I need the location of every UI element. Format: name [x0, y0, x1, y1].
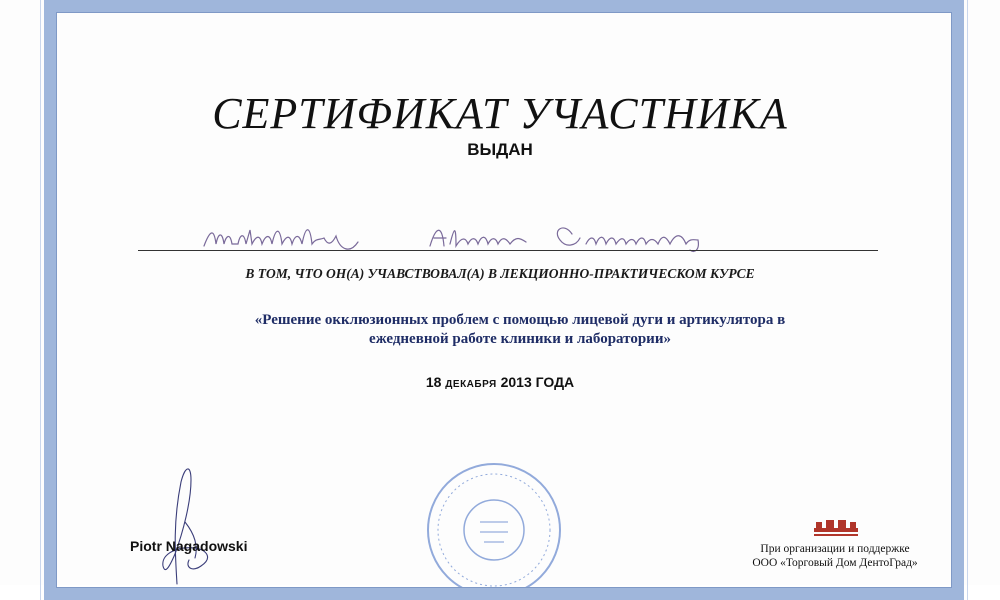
support-note: [730, 542, 940, 570]
participation-statement: В ТОМ, ЧТО ОН(А) УЧАВСТВОВАЛ(А) В ЛЕКЦИОННО-ПРАКТИЧЕСКОМ КУРСЕ: [245, 266, 755, 281]
certificate-title: СЕРТИФИКАТ УЧАСТНИКА: [212, 89, 788, 138]
signature-icon: [155, 462, 225, 585]
date-day: 18: [425, 374, 442, 390]
course-title-line-2: ежедневной работе клиники и лаборатории»: [369, 331, 671, 347]
course-title: [200, 311, 840, 349]
dentograd-logo-icon: [812, 518, 860, 540]
signer-name: Piotr Nagadowski: [130, 538, 248, 554]
date-year: 2013 ГОДА: [500, 374, 575, 390]
support-line-2: ООО «Торговый Дом ДентоГрад»: [752, 557, 918, 569]
recipient-name-line: [138, 250, 878, 251]
support-line-1: При организации и поддержке: [760, 543, 910, 555]
date-month: ДЕКАБРЯ: [445, 379, 497, 390]
course-title-line-1: «Решение окклюзионных проблем с помощью лицевой дуги и артикулятора в: [254, 312, 786, 328]
course-date: [0, 374, 1000, 390]
stamp-icon: [418, 452, 568, 587]
issued-label: ВЫДАН: [467, 140, 533, 159]
